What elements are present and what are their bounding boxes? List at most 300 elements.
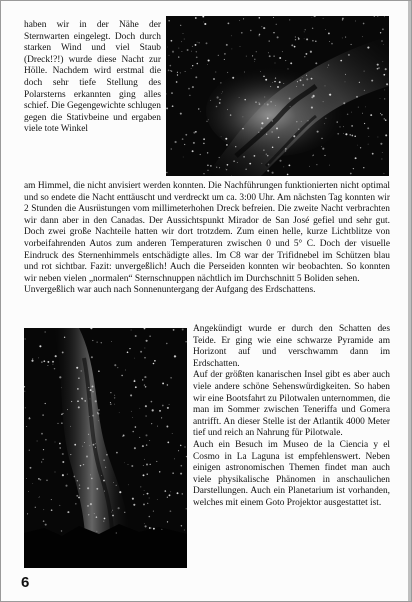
star [172,433,173,434]
star [207,64,208,65]
star [135,386,137,388]
star [59,505,60,506]
star [184,446,185,447]
star [276,127,278,129]
star [285,60,286,61]
star [272,172,274,174]
star [43,509,44,510]
star [101,342,102,343]
star [94,513,95,514]
star [380,143,382,145]
star [181,41,182,42]
star [355,21,356,22]
star [198,108,199,109]
star [315,62,317,64]
star [272,146,274,148]
star [279,57,281,59]
star [207,121,208,122]
star [74,444,76,446]
star [323,18,324,19]
star [277,36,279,38]
star [273,55,274,56]
paragraph: Auch ein Besuch im Museo de la Ciencia y el Cosmo in La Laguna ist empfehlenswert. Neben einigen astronomischen Themen findet man auch viele physikalische Phänomen in anschaulichen Darstellungen. Auch ein Planetarium ist vorhanden, welches mit einem Goto Projektor ausgestattet ist. [193,439,390,508]
star [227,164,229,166]
star [132,431,134,433]
star [203,173,204,174]
star [167,47,168,48]
star [172,472,173,473]
star [243,156,245,158]
star [384,16,385,17]
star [144,459,145,460]
star [110,403,112,405]
star [377,68,379,70]
star [266,134,267,135]
star [382,152,383,153]
star [180,25,181,26]
star [227,72,228,73]
star [183,33,184,34]
star [41,461,42,462]
star [128,464,129,465]
star [159,410,161,412]
star [191,51,192,52]
star [27,513,28,514]
star [225,138,227,140]
star [301,121,302,122]
star [203,138,205,140]
paragraph: am Himmel, die nicht anvisiert werden konnten. Die Nachführungen funktionierten nicht optimal und so endete die Nacht enttäuscht und verdreckt um ca. 3:00 Uhr. Am nächsten Tag konnten wir 2 Stunden die Ausrüstungen vom millimeterhohen Dreck befreien. Die zweite Nacht verbrachten wir dann aber in den Canadas. Der Aussichtspunkt Mirador de San José gefiel und sehr gut. Doch zwei große Nachteile hatten wir dort trotzdem. Zum einen helle, kurze Lichtblitze von vorbeifahrenden Autos zum anderen Temperaturen zwischen 0 und 5° C. Doch der visuelle Eindruck des Sternenhimmels entschädigte alles. Im C8 war der Trifidnebel im Schützen blau und rot sichtbar. Fazit: unvergeßlich! Auch die Perseiden konnten wir beobachten. So konnten wir neben vielen „normalen“ Sternschnuppen nächtlich im Durchschnitt 5 Boliden sehen. [24,181,390,284]
star [340,60,342,62]
star [151,423,152,424]
star [103,460,104,461]
star [240,46,241,47]
star [230,114,231,115]
star [246,169,247,170]
star [171,92,173,94]
star [178,56,179,57]
star [370,114,372,116]
star [177,74,178,75]
star [62,474,64,476]
star [363,167,364,168]
star [213,78,215,80]
text-column-top-left [24,20,161,136]
star [246,56,247,57]
star [364,123,365,124]
star [54,368,55,369]
star [274,81,275,82]
star [322,148,324,150]
star [133,504,135,506]
star [129,348,130,349]
star [298,37,299,38]
star [316,164,317,165]
star [300,79,302,81]
star [35,507,36,508]
star [364,71,365,72]
star [62,413,63,414]
star [278,137,280,139]
star [104,491,105,492]
star [140,486,141,487]
star [116,452,118,454]
star [177,492,179,494]
star [384,98,385,99]
star [239,97,240,98]
star [169,55,170,56]
star [61,422,63,424]
star [351,112,352,113]
star [153,528,155,530]
star [67,409,68,410]
star [31,360,33,362]
star [351,135,353,137]
star [144,384,145,385]
star [88,387,89,388]
star [45,332,46,333]
star [90,475,91,476]
star [98,409,99,410]
star [28,491,29,492]
star [204,23,206,25]
star [328,65,329,66]
star [45,439,47,441]
star [378,137,379,138]
star [77,400,79,402]
star [243,117,244,118]
star [170,510,172,512]
star [297,81,298,82]
star [62,351,64,353]
star [260,71,261,72]
star [385,134,387,136]
star [285,151,286,152]
star [269,40,270,41]
star [298,129,300,131]
star [37,441,38,442]
star [304,32,305,33]
star [111,512,112,513]
star [145,525,147,527]
star [342,37,343,38]
star [58,423,59,424]
star [52,361,54,363]
star [350,173,352,175]
star [232,49,233,50]
star [45,524,47,526]
star [380,32,381,33]
star [152,409,154,411]
star [259,34,261,36]
star [312,17,313,18]
star [272,120,273,121]
star [114,404,115,405]
star [225,169,226,170]
star [220,82,221,83]
star [132,417,133,418]
star [340,126,341,127]
star [55,442,56,443]
star [296,86,297,87]
star [51,509,53,511]
star [325,29,326,30]
star [310,51,312,53]
star [95,447,96,448]
star [272,82,273,83]
star [210,100,211,101]
star [232,77,234,79]
star [309,166,310,167]
star [87,505,89,507]
star [342,18,344,20]
star [92,391,93,392]
star [143,474,145,476]
star [305,29,306,30]
star [111,341,112,342]
star [51,499,52,500]
star [62,453,64,455]
star [64,337,65,338]
star [62,461,64,463]
star [273,17,274,18]
star [267,117,269,119]
star [116,533,117,534]
star [325,118,326,119]
star [55,355,57,357]
star [131,330,132,331]
star [203,22,204,23]
star [181,51,182,52]
star [173,329,175,331]
star [254,61,255,62]
star [185,71,186,72]
star [308,120,309,121]
star [372,153,374,155]
star [275,78,276,79]
star [321,146,322,147]
star [157,426,158,427]
star [367,127,369,129]
star [167,442,169,444]
star [145,348,146,349]
star [39,345,41,347]
star [172,105,174,107]
star [289,165,291,167]
star [47,365,48,366]
star [170,65,172,67]
star [77,480,78,481]
star [159,471,160,472]
star [149,440,150,441]
star [267,103,269,105]
star [97,531,98,532]
star [180,113,182,115]
star [289,19,290,20]
star [259,35,260,36]
star [71,401,72,402]
star [195,44,197,46]
star [114,364,116,366]
star [210,165,212,167]
star [25,338,26,339]
star [349,134,350,135]
star [103,521,104,522]
star [384,90,385,91]
star [81,370,82,371]
star [61,530,62,531]
star [249,163,251,165]
star [311,96,313,98]
star [67,474,68,475]
star [166,426,168,428]
star [221,136,222,137]
star [106,454,108,456]
star [264,97,265,98]
star [114,395,115,396]
star [273,32,274,33]
star [367,47,369,49]
star [345,82,346,83]
star [282,51,283,52]
star [231,35,232,36]
star [368,144,369,145]
star [219,102,221,104]
star [277,86,279,88]
star [323,101,324,102]
star [142,445,144,447]
star [383,74,385,76]
star [95,443,96,444]
star [171,148,172,149]
star [382,28,384,30]
star [79,484,80,485]
star [306,75,307,76]
star [90,503,92,505]
star [290,62,292,64]
star [252,55,253,56]
star [45,403,46,404]
star [262,26,263,27]
star [79,488,80,489]
star [113,482,114,483]
star [153,363,155,365]
star [65,485,67,487]
star [296,121,297,122]
star [384,118,385,119]
star [283,83,284,84]
star [151,528,152,529]
star [145,415,147,417]
star [184,530,185,531]
star [114,397,115,398]
star [329,94,331,96]
star [226,144,228,146]
star [275,105,276,106]
star [290,106,291,107]
star [135,335,137,337]
star [313,155,314,156]
star [153,511,154,512]
star [203,143,205,145]
star [78,377,80,379]
star [192,65,193,66]
star [41,361,42,362]
star [26,426,27,427]
star [30,467,32,469]
star [180,445,182,447]
star [119,491,121,493]
star [342,19,343,20]
star [187,49,189,51]
star [95,400,97,402]
star [88,514,89,515]
star [182,138,184,140]
star [174,355,176,357]
milky-way-photo-bottom [24,328,187,568]
star [193,142,195,144]
star [184,144,185,145]
star [39,496,40,497]
star [184,39,185,40]
star [76,367,78,369]
star [177,72,178,73]
star [139,408,140,409]
star [259,17,261,19]
star [167,407,169,409]
star [196,63,198,65]
star [216,106,218,108]
star [241,32,243,34]
star [182,493,184,495]
star [368,136,369,137]
star [264,104,265,105]
milky-way-image-top [166,16,389,176]
star [331,43,333,45]
star [294,46,296,48]
star [143,494,144,495]
star [98,370,100,372]
star [270,86,271,87]
star [134,358,135,359]
star [354,135,356,137]
star [46,479,48,481]
star [146,444,147,445]
star [91,478,93,480]
star [43,449,44,450]
star [32,358,33,359]
star [221,93,222,94]
star [161,417,162,418]
star [269,55,271,57]
star [84,400,86,402]
star [90,389,92,391]
star [218,55,219,56]
star [193,132,195,134]
star [380,113,381,114]
star [197,42,198,43]
star [171,70,173,72]
star [103,480,105,482]
star [243,18,244,19]
star [329,41,330,42]
star [43,459,44,460]
star [181,525,182,526]
star [324,123,325,124]
star [206,42,208,44]
star [289,98,291,100]
star [122,436,123,437]
